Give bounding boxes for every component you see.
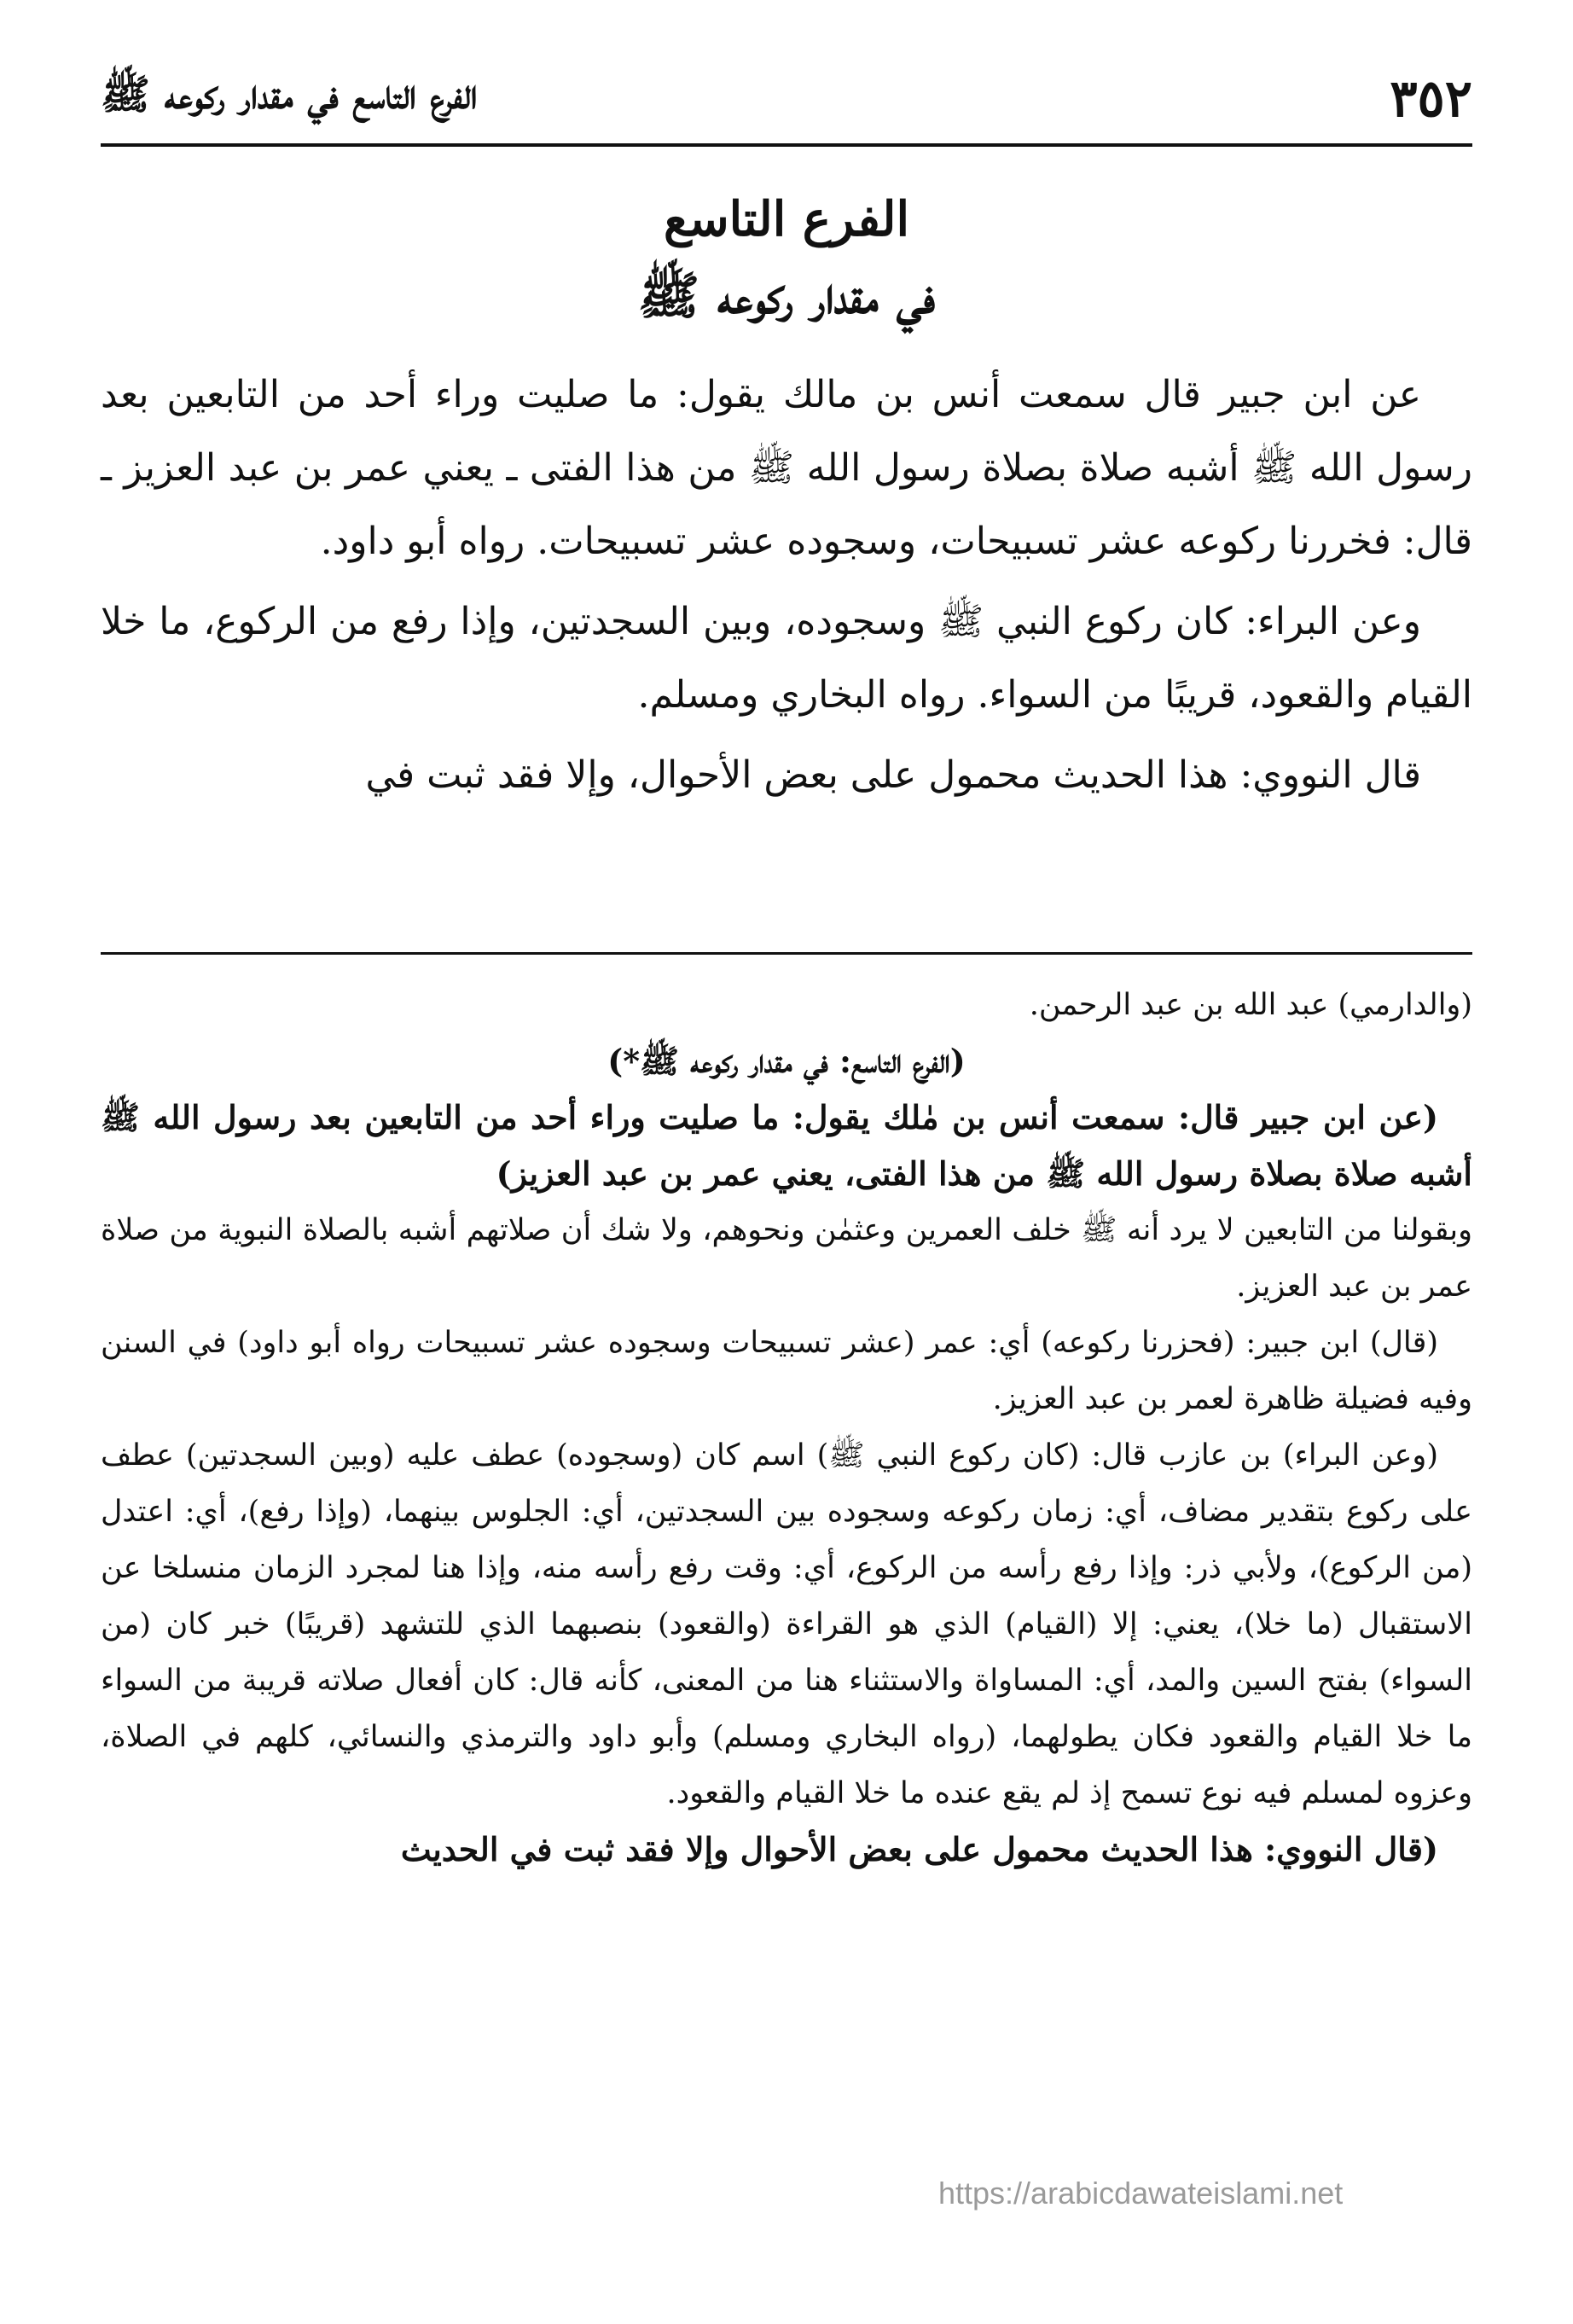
header-rule	[101, 143, 1472, 147]
commentary-quote: (عن ابن جبير قال: سمعت أنس بن مٰلك يقول: ما صليت وراء أحد من التابعين بعد رسول الله ﷺ أشبه صلاة بصلاة رسول الله ﷺ من هذا الفتى، يعني عمر بن عبد العزيز)	[101, 1098, 1472, 1193]
main-paragraph: عن ابن جبير قال سمعت أنس بن مالك يقول: ما صليت وراء أحد من التابعين بعد رسول الله ﷺ أشبه صلاة بصلاة رسول الله ﷺ من هذا الفتى ـ يعني عمر بن عبد العزيز ـ قال: فخررنا ركوعه عشر تسبيحات، وسجوده عشر تسبيحات. رواه أبو داود.	[101, 373, 1472, 563]
chapter-title: الفرع التاسع	[663, 191, 910, 247]
commentary	[101, 977, 1472, 1878]
chapter-subtitle: في مقدار ركوعه ﷺ	[637, 266, 936, 326]
main-text	[101, 358, 1472, 819]
commentary-heading: (الفرع التاسع: في مقدار ركوعه ﷺ*)	[607, 1042, 966, 1080]
main-paragraph: وعن البراء: كان ركوع النبي ﷺ وسجوده، وبين السجدتين، وإذا رفع من الركوع، ما خلا القيام والقعود، قريبًا من السواء. رواه البخاري ومسلم.	[101, 600, 1472, 717]
running-title: الفرع التاسع في مقدار ركوعه ﷺ	[101, 70, 478, 119]
watermark-url: https://arabicdawateislami.net	[938, 2176, 1344, 2211]
chapter-heading	[101, 183, 1472, 337]
commentary-paragraph: (قال) ابن جبير: (فحزرنا ركوعه) أي: عمر (عشر تسبيحات وسجوده عشر تسبيحات رواه أبو داود) في السنن وفيه فضيلة ظاهرة لعمر بن عبد العزيز.	[101, 1326, 1472, 1416]
commentary-paragraph: (وعن البراء) بن عازب قال: (كان ركوع النبي ﷺ) اسم كان (وسجوده) عطف عليه (وبين السجدتين) عطف على ركوع بتقدير مضاف، أي: زمان ركوعه وسجوده بين السجدتين، أي: الجلوس بينهما، (وإذا رفع)، أي: اعتدل (من الركوع)، ولأبي ذر: وإذا رفع رأسه من الركوع، أي: وقت رفع رأسه منه، وإذا هنا لمجرد الزمان منسلخا عن الاستقبال (ما خلا)، يعني: إلا (القيام) الذي هو القراءة (والقعود) بنصبهما الذي للتشهد (قريبًا) خبر كان (من السواء) بفتح السين والمد، أي: المساواة والاستثناء هنا من المعنى، كأنه قال: كان أفعال صلاته قريبة من السواء ما خلا القيام والقعود فكان يطولهما، (رواه البخاري ومسلم) وأبو داود والترمذي والنسائي، كلهم في الصلاة، وعزوه لمسلم فيه نوع تسمح إذ لم يقع عنده ما خلا القيام والقعود.	[101, 1438, 1472, 1810]
page-header	[101, 60, 1472, 138]
main-paragraph: قال النووي: هذا الحديث محمول على بعض الأحوال، وإلا فقد ثبت في	[365, 753, 1421, 797]
commentary-paragraph: وبقولنا من التابعين لا يرد أنه ﷺ خلف العمرين وعثمٰن ونحوهم، ولا شك أن صلاتهم أشبه بالصلاة النبوية من صلاة عمر بن عبد العزيز.	[101, 1213, 1472, 1304]
commentary-quote: (قال النووي: هذا الحديث محمول على بعض الأحوال وإلا فقد ثبت في الحديث	[400, 1830, 1438, 1868]
footnote-divider	[101, 952, 1472, 955]
commentary-line: (والدارمي) عبد الله بن عبد الرحمن.	[1029, 988, 1472, 1022]
page-number: ٣٥٢	[1390, 69, 1472, 129]
